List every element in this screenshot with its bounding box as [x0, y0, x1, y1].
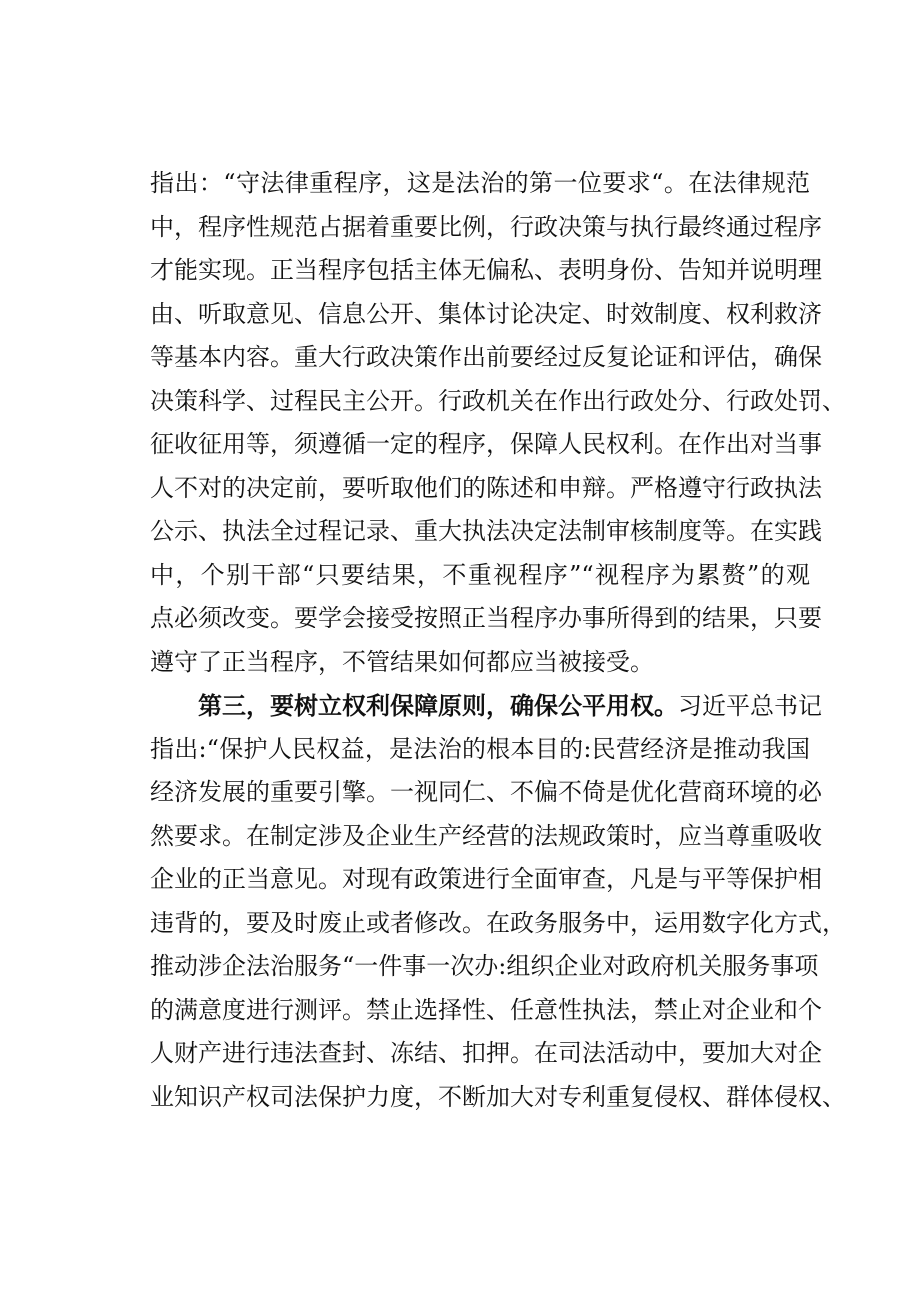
paragraph-rights-protection: [150, 684, 846, 1119]
paragraph-line: 公示、执法全过程记录、重大执法决定法制审核制度等。在实践: [150, 517, 822, 545]
paragraph-line: 人不对的决定前，要听取他们的陈述和申辩。严格遵守行政执法: [150, 473, 822, 502]
paragraph-line: 的满意度进行测评。禁止选择性、任意性执法，禁止对企业和个: [150, 995, 822, 1024]
section-heading: 第三，要树立权利保障原则，确保公平用权。: [198, 691, 678, 720]
paragraph-line: 指出:“保护人民权益，是法治的根本目的:民营经济是推动我国: [150, 734, 810, 763]
paragraph-line: 中，个别干部“只要结果，不重视程序”“视程序为累赘”的观: [150, 560, 810, 589]
paragraph-line: 决策科学、过程民主公开。行政机关在作出行政处分、行政处罚、: [150, 386, 846, 415]
paragraph-procedure: [150, 162, 846, 684]
paragraph-first-line: [150, 684, 822, 728]
paragraph-line: 征收征用等，须遵循一定的程序，保障人民权利。在作出对当事: [150, 430, 822, 458]
paragraph-line: 才能实现。正当程序包括主体无偏私、表明身份、告知并说明理: [150, 256, 822, 284]
paragraph-line: 企业的正当意见。对现有政策进行全面审查，凡是与平等保护相: [150, 865, 822, 893]
paragraph-line: 人财产进行违法查封、冻结、扣押。在司法活动中，要加大对企: [150, 1039, 822, 1067]
paragraph-line: 推动涉企法治服务“一件事一次办:组织企业对政府机关服务事项: [150, 952, 819, 980]
document-body: [150, 162, 846, 1119]
paragraph-line: 然要求。在制定涉及企业生产经营的法规政策时，应当尊重吸收: [150, 821, 822, 850]
paragraph-line: 遵守了正当程序，不管结果如何都应当被接受。: [150, 647, 654, 676]
paragraph-line: 由、听取意见、信息公开、集体讨论决定、时效制度、权利救济: [150, 299, 822, 328]
paragraph-line: 经济发展的重要引擎。一视同仁、不偏不倚是优化营商环境的必: [150, 778, 822, 806]
heading-line-rest: 习近平总书记: [678, 692, 822, 720]
paragraph-line: 指出：“守法律重程序，这是法治的第一位要求“。在法律规范: [150, 169, 810, 197]
paragraph-line: 违背的，要及时废止或者修改。在政务服务中，运用数字化方式，: [150, 908, 846, 937]
paragraph-line: 业知识产权司法保护力度，不断加大对专利重复侵权、群体侵权、: [150, 1082, 846, 1111]
paragraph-line: 中，程序性规范占据着重要比例，行政决策与执行最终通过程序: [150, 212, 822, 241]
paragraph-line: 点必须改变。要学会接受按照正当程序办事所得到的结果，只要: [150, 604, 822, 632]
paragraph-line: 等基本内容。重大行政决策作出前要经过反复论证和评估，确保: [150, 343, 822, 371]
